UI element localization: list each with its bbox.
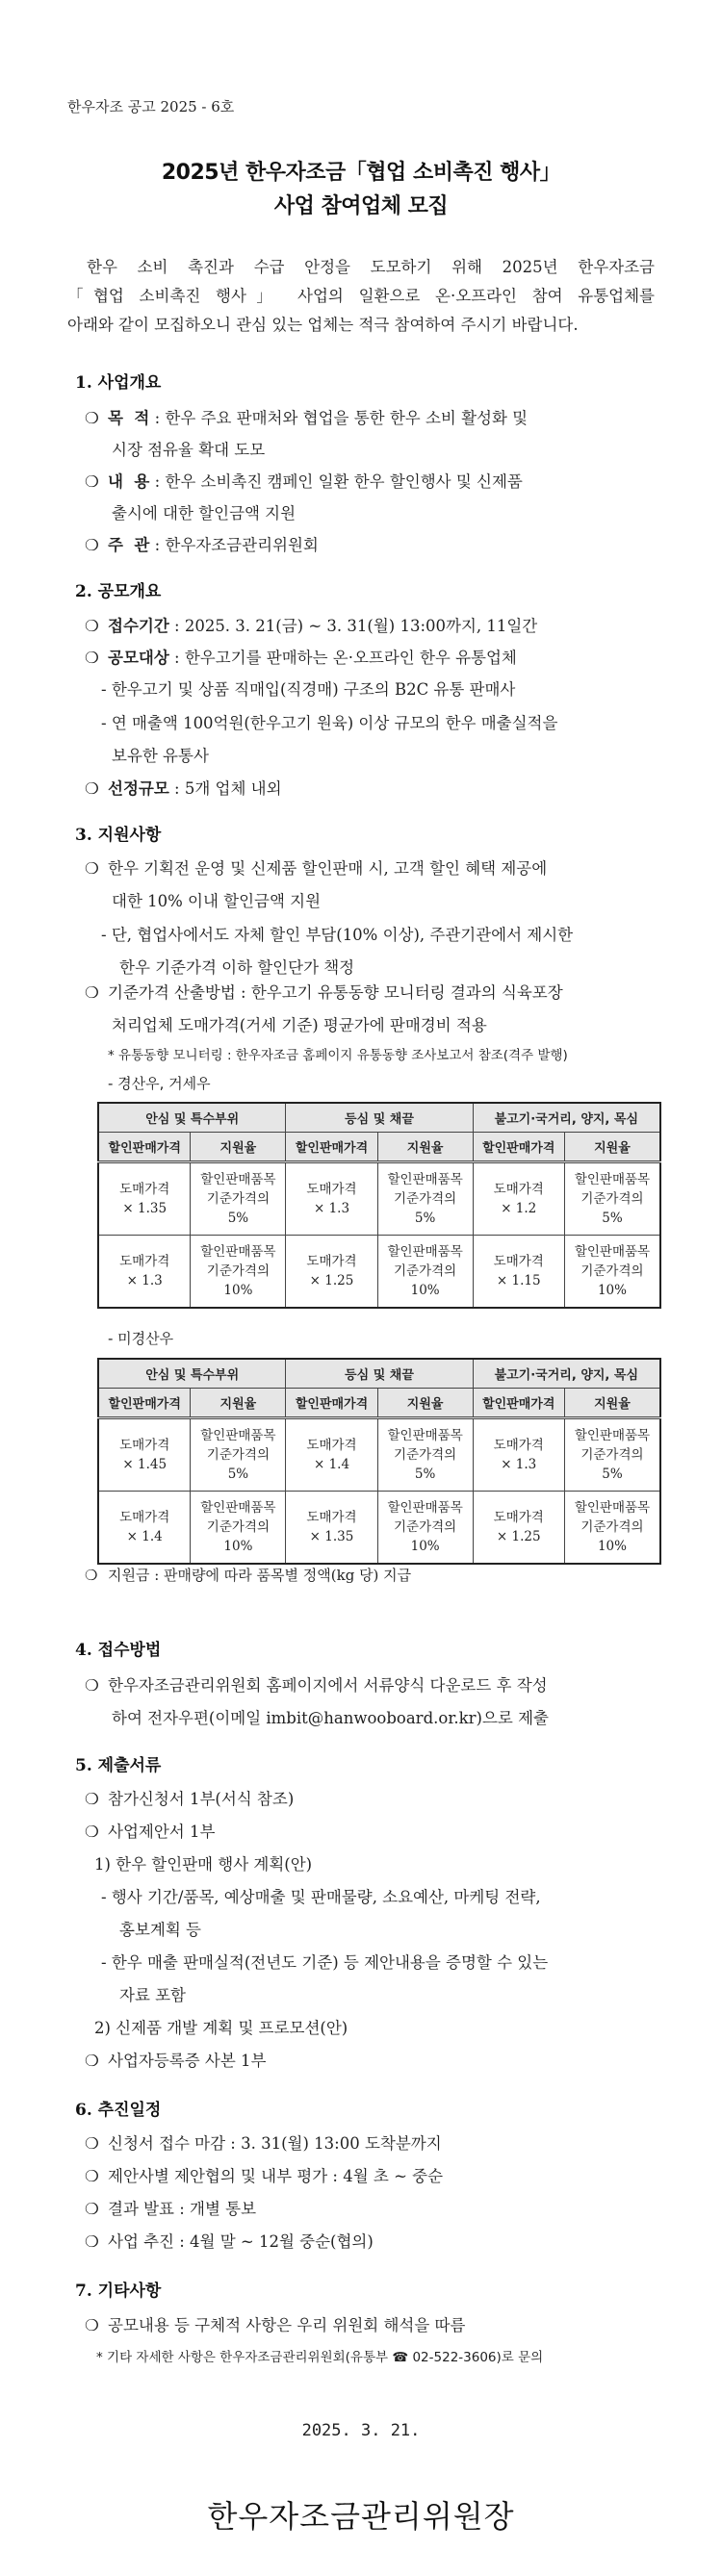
circle-bullet-icon: ❍ <box>85 2134 99 2153</box>
rate-cell: 할인판매품목 기준가격의 10% <box>564 1492 660 1565</box>
section-5-title: 5. 제출서류 <box>75 1756 162 1775</box>
group-header: 불고기·국거리, 양지, 목심 <box>473 1359 660 1389</box>
price-cell: 도매가격 × 1.25 <box>473 1492 564 1565</box>
s3-item2-text: 한우고기 유통동향 모니터링 결과의 식육포장 <box>250 983 563 1002</box>
s7-item1-text: 공모내용 등 구체적 사항은 우리 위원회 해석을 따름 <box>108 2316 466 2334</box>
s6-item-text: 신청서 접수 마감 : 3. 31(월) 13:00 도착분까지 <box>108 2134 442 2153</box>
price-cell: 도매가격 × 1.45 <box>98 1418 191 1492</box>
section-3-title: 3. 지원사항 <box>75 826 162 845</box>
intro-line: 아래와 같이 모집하오니 관심 있는 업체는 적극 참여하여 주시기 바랍니다. <box>67 316 579 334</box>
s2-target-sub2-cont: 보유한 유통사 <box>112 747 209 765</box>
rate-cell: 할인판매품목 기준가격의 5% <box>377 1162 473 1236</box>
circle-bullet-icon: ❍ <box>85 536 99 554</box>
s5-item2 <box>85 1819 215 1842</box>
price-cell: 도매가격 × 1.3 <box>98 1236 191 1309</box>
s5-sub1-b-cont: 자료 포함 <box>119 1986 187 2004</box>
col-header-rate: 지원율 <box>377 1389 473 1418</box>
s6-item <box>85 2130 442 2154</box>
s6-item <box>85 2196 256 2219</box>
price-cell: 도매가격 × 1.3 <box>286 1162 377 1236</box>
col-header-rate: 지원율 <box>191 1133 286 1162</box>
s5-item1 <box>85 1786 294 1809</box>
s3-item1-cont: 대한 10% 이내 할인금액 지원 <box>112 892 322 910</box>
page-title-line1: 2025년 한우자조금「협업 소비촉진 행사」 <box>161 161 561 185</box>
price-cell: 도매가격 × 1.35 <box>98 1162 191 1236</box>
circle-bullet-icon: ❍ <box>85 1676 99 1695</box>
s5-item3 <box>85 2048 266 2071</box>
rate-table-general <box>97 1102 661 1309</box>
s2-scale <box>85 776 282 799</box>
s3-item3 <box>85 1565 411 1585</box>
circle-bullet-icon: ❍ <box>85 617 99 635</box>
circle-bullet-icon: ❍ <box>85 2167 99 2185</box>
s3-item2-cont: 처리업체 도매가격(거세 기준) 평균가에 판매경비 적용 <box>112 1016 487 1034</box>
s1-host-text: : 한우자조금관리위원회 <box>154 536 319 554</box>
rate-cell: 할인판매품목 기준가격의 5% <box>377 1418 473 1492</box>
s5-sub1: 1) 한우 할인판매 행사 계획(안) <box>94 1855 313 1874</box>
price-cell: 도매가격 × 1.4 <box>286 1418 377 1492</box>
notice-number: 한우자조 공고 2025 - 6호 <box>67 98 235 115</box>
col-header-price: 할인판매가격 <box>98 1133 191 1162</box>
signature: 한우자조금관리위원장 <box>207 2498 515 2535</box>
rate-cell: 할인판매품목 기준가격의 10% <box>377 1492 473 1565</box>
table-row <box>98 1418 660 1492</box>
table2-label: - 미경산우 <box>108 1330 174 1347</box>
group-header: 등심 및 채끝 <box>286 1359 473 1389</box>
group-header: 안심 및 특수부위 <box>98 1359 286 1389</box>
price-cell: 도매가격 × 1.2 <box>473 1162 564 1236</box>
s5-item2-text: 사업제안서 1부 <box>108 1823 216 1841</box>
col-header-price: 할인판매가격 <box>473 1389 564 1418</box>
section-7-title: 7. 기타사항 <box>75 2282 162 2301</box>
group-header: 등심 및 채끝 <box>286 1103 473 1133</box>
rate-cell: 할인판매품목 기준가격의 10% <box>377 1236 473 1309</box>
col-header-rate: 지원율 <box>564 1133 660 1162</box>
s5-sub1-a-cont: 홍보계획 등 <box>119 1921 201 1939</box>
circle-bullet-icon: ❍ <box>85 649 99 667</box>
group-header: 불고기·국거리, 양지, 목심 <box>473 1103 660 1133</box>
s6-item <box>85 2229 374 2252</box>
s2-target-label: 공모대상 <box>108 649 169 667</box>
phone-icon: ☎ <box>392 2350 409 2365</box>
s7-contact-note <box>96 2346 543 2365</box>
col-header-rate: 지원율 <box>564 1389 660 1418</box>
s3-item3-text: 지원금 : 판매량에 따라 품목별 정액(kg 당) 지급 <box>108 1567 412 1584</box>
s2-period-label: 접수기간 <box>108 617 169 635</box>
circle-bullet-icon: ❍ <box>85 2232 99 2251</box>
s6-item-text: 사업 추진 : 4월 말 ~ 12월 중순(협의) <box>108 2232 374 2251</box>
price-cell: 도매가격 × 1.15 <box>473 1236 564 1309</box>
circle-bullet-icon: ❍ <box>85 2316 99 2334</box>
intro-line: 한우 소비 촉진과 수급 안정을 도모하기 위해 2025년 한우자조금 <box>87 258 655 276</box>
col-header-rate: 지원율 <box>377 1133 473 1162</box>
s3-item2 <box>85 980 563 1003</box>
s6-item <box>85 2163 443 2186</box>
s3-item2-note: * 유통동향 모니터링 : 한우자조금 홈페이지 유통동향 조사보고서 참조(격주 발행) <box>108 1048 568 1063</box>
s6-item-text: 제안사별 제안협의 및 내부 평가 : 4월 초 ~ 중순 <box>108 2167 444 2185</box>
col-header-price: 할인판매가격 <box>286 1133 377 1162</box>
group-header: 안심 및 특수부위 <box>98 1103 286 1133</box>
col-header-price: 할인판매가격 <box>286 1389 377 1418</box>
circle-bullet-icon: ❍ <box>85 472 99 491</box>
s6-item-text: 결과 발표 : 개별 통보 <box>108 2200 257 2218</box>
table-row <box>98 1162 660 1236</box>
rate-cell: 할인판매품목 기준가격의 5% <box>564 1418 660 1492</box>
circle-bullet-icon: ❍ <box>85 1790 99 1808</box>
s1-content-cont: 출시에 대한 할인금액 지원 <box>112 504 297 523</box>
s2-target-sub2: - 연 매출액 100억원(한우고기 원육) 이상 규모의 한우 매출실적을 <box>101 714 558 732</box>
price-cell: 도매가격 × 1.35 <box>286 1492 377 1565</box>
s2-target-sub1: - 한우고기 및 상품 직매입(직경매) 구조의 B2C 유통 판매사 <box>101 680 516 699</box>
rate-cell: 할인판매품목 기준가격의 5% <box>191 1162 286 1236</box>
s5-item1-text: 참가신청서 1부(서식 참조) <box>108 1790 295 1808</box>
circle-bullet-icon: ❍ <box>85 2052 99 2070</box>
price-cell: 도매가격 × 1.3 <box>473 1418 564 1492</box>
s2-scale-label: 선정규모 <box>108 779 169 798</box>
s1-purpose-cont: 시장 점유율 확대 도모 <box>112 441 266 459</box>
rate-cell: 할인판매품목 기준가격의 10% <box>564 1236 660 1309</box>
s1-purpose-text: : 한우 주요 판매처와 협업을 통한 한우 소비 활성화 및 <box>154 409 529 427</box>
s1-purpose <box>85 405 528 428</box>
s4-item1-cont: 하여 전자우편(이메일 imbit@hanwooboard.or.kr)으로 제출 <box>112 1709 549 1727</box>
circle-bullet-icon: ❍ <box>85 859 99 878</box>
s1-host-label: 주 관 <box>108 536 150 554</box>
circle-bullet-icon: ❍ <box>85 2200 99 2218</box>
s1-purpose-label: 목 적 <box>108 409 150 427</box>
table1-label: - 경산우, 거세우 <box>108 1075 211 1092</box>
issue-date: 2025. 3. 21. <box>301 2421 421 2440</box>
s5-sub2: 2) 신제품 개발 계획 및 프로모션(안) <box>94 2019 348 2037</box>
table-row <box>98 1492 660 1565</box>
s5-sub1-a: - 행사 기간/품목, 예상매출 및 판매물량, 소요예산, 마케팅 전략, <box>101 1888 541 1906</box>
rate-cell: 할인판매품목 기준가격의 10% <box>191 1236 286 1309</box>
s5-item3-text: 사업자등록증 사본 1부 <box>108 2052 267 2070</box>
rate-cell: 할인판매품목 기준가격의 5% <box>564 1162 660 1236</box>
price-cell: 도매가격 × 1.25 <box>286 1236 377 1309</box>
table-row <box>98 1236 660 1309</box>
s3-item2-label: 기준가격 산출방법 : <box>108 983 246 1002</box>
s4-item1 <box>85 1672 548 1696</box>
page-title-line2: 사업 참여업체 모집 <box>273 194 449 218</box>
rate-cell: 할인판매품목 기준가격의 10% <box>191 1492 286 1565</box>
contact-note-suffix: 02-522-3606)로 문의 <box>408 2350 544 2365</box>
section-6-title: 6. 추진일정 <box>75 2101 162 2120</box>
rate-cell: 할인판매품목 기준가격의 5% <box>191 1418 286 1492</box>
circle-bullet-icon: ❍ <box>85 779 99 798</box>
section-2-title: 2. 공모개요 <box>75 582 162 601</box>
s7-item1 <box>85 2312 465 2335</box>
s1-host <box>85 532 319 555</box>
circle-bullet-icon: ❍ <box>85 409 99 427</box>
s3-item1-text: 한우 기획전 운영 및 신제품 할인판매 시, 고객 할인 혜택 제공에 <box>108 859 548 878</box>
circle-bullet-icon: ❍ <box>85 1823 99 1841</box>
circle-bullet-icon: ❍ <box>85 983 99 1002</box>
section-1-title: 1. 사업개요 <box>75 373 162 393</box>
s1-content <box>85 469 523 492</box>
contact-note-prefix: * 기타 자세한 사항은 한우자조금관리위원회(유통부 <box>96 2350 393 2365</box>
rate-table-heifer <box>97 1358 661 1565</box>
price-cell: 도매가격 × 1.4 <box>98 1492 191 1565</box>
intro-paragraph <box>67 253 655 340</box>
section-4-title: 4. 접수방법 <box>75 1641 162 1660</box>
s2-period <box>85 613 537 636</box>
s3-item1-sub-cont: 한우 기준가격 이하 할인단가 책정 <box>119 958 355 977</box>
s3-item1 <box>85 855 547 879</box>
s4-item1-text: 한우자조금관리위원회 홈페이지에서 서류양식 다운로드 후 작성 <box>108 1676 548 1695</box>
s2-target <box>85 645 517 668</box>
s1-content-label: 내 용 <box>108 472 150 491</box>
s2-target-text: : 한우고기를 판매하는 온·오프라인 한우 유통업체 <box>174 649 517 667</box>
col-header-rate: 지원율 <box>191 1389 286 1418</box>
intro-line: 「협업 소비촉진 행사」 사업의 일환으로 온·오프라인 참여 유통업체를 <box>67 287 655 305</box>
col-header-price: 할인판매가격 <box>473 1133 564 1162</box>
s1-content-text: : 한우 소비촉진 캠페인 일환 한우 할인행사 및 신제품 <box>154 472 523 491</box>
s5-sub1-b: - 한우 매출 판매실적(전년도 기준) 등 제안내용을 증명할 수 있는 <box>101 1953 549 1972</box>
s2-period-text: : 2025. 3. 21(금) ~ 3. 31(월) 13:00까지, 11일간 <box>174 617 538 635</box>
s2-scale-text: : 5개 업체 내외 <box>174 779 282 798</box>
circle-bullet-icon: ❍ <box>85 1567 98 1584</box>
col-header-price: 할인판매가격 <box>98 1389 191 1418</box>
s3-item1-sub: - 단, 협업사에서도 자체 할인 부담(10% 이상), 주관기관에서 제시한 <box>101 926 574 944</box>
